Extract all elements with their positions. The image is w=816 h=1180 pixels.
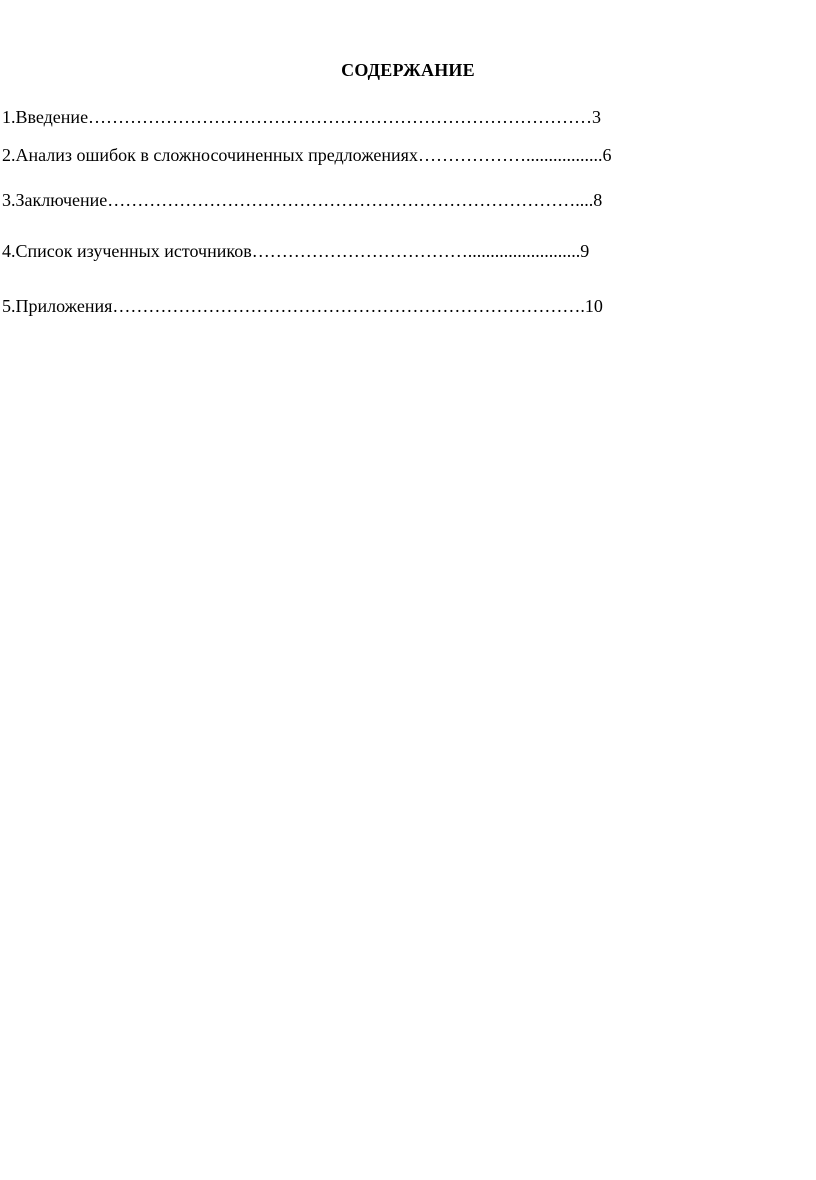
toc-entry-appendices: 5.Приложения…………………………………………………………………….10 [2,296,603,316]
toc-entry-conclusion: 3.Заключение……………………………………………………………………....8 [2,190,603,210]
toc-entry-analysis: 2.Анализ ошибок в сложносочиненных предложениях……………….................6 [2,145,612,165]
page-title: СОДЕРЖАНИЕ [341,60,475,80]
toc-entry-introduction: 1.Введение…………………………………………………………………………3 [2,107,602,127]
toc-entry-sources: 4.Список изученных источников……………………………….........................9 [2,241,590,261]
